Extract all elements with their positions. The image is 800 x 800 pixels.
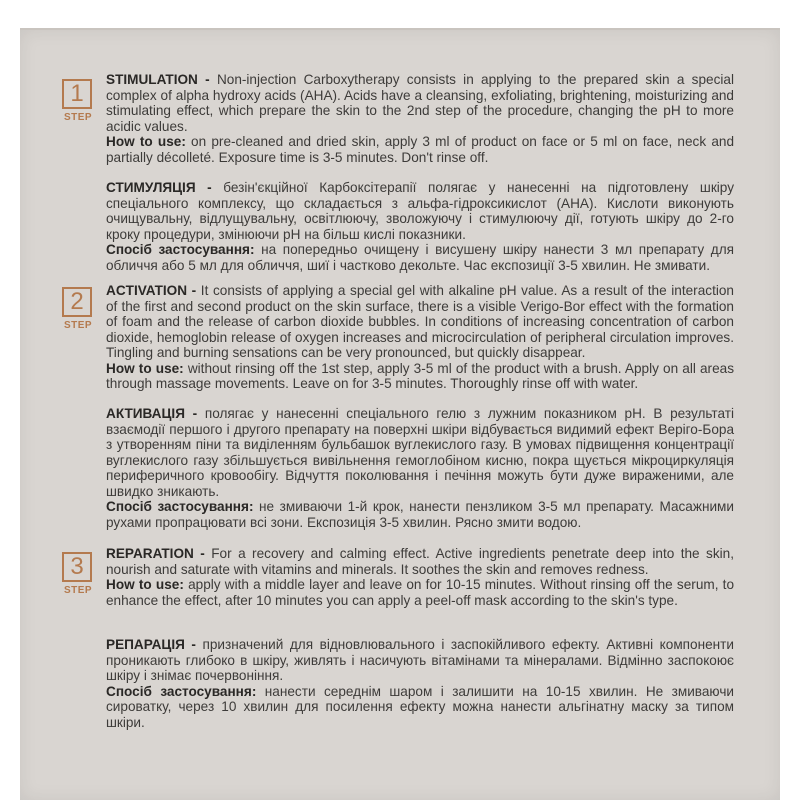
step-2-ua-howto-text: не змиваючи 1-й крок, нанести пензликом 3-5 мл препарату. Масажними рухами пропрацювати всі зони. Експозиція 3-5 хвилин. Рясно змити водою.: [106, 499, 735, 530]
step-2-number-badge: 2: [62, 287, 92, 317]
step-2-ua-body: полягає у нанесенні спеціального гелю з лужним показником pH. В результаті взаємодії першого і другого препарату на поверхні шкіри відбувається видимий ефект Веріго-Бора з утворенням піни та виділенням бульбашок вуглекислого газу. В умовах підвищення концентрації вуглекислого газу збільшується вивільнення гемоглобіном кисню, покра щується мікроциркуляція периферичного кровообігу. Відчуття поколювання і печіння можуть бути дуже вираженими, але швидко зникають.: [106, 406, 735, 499]
step-2-ua-howto: [106, 499, 734, 530]
step-2-ua-title: АКТИВАЦІЯ -: [106, 406, 198, 421]
step-1-english-section: [106, 72, 734, 165]
step-2-english-section: [106, 283, 734, 392]
step-3-number-badge: 3: [62, 552, 92, 582]
step-1-ua-howto: [106, 242, 734, 273]
step-1-ua-body: безін'єкційної Карбоксітерапії полягає у нанесенні на підготовлену шкіру спеціального комплексу, що складається з альфа-гідроксикислот (АНА). Кислоти виконують очищувальну, відлущувальну, освітлюючу, зволожуючу і стимулюючу дії, готують шкіру до 2-го кроку процедури, змінюючи pH на більш кислі показники.: [106, 180, 734, 242]
step-1-en-howto-label: How to use:: [106, 134, 186, 149]
step-3-ua-howto: [106, 684, 734, 731]
step-1-number-badge: 1: [62, 79, 92, 109]
step-1-label: STEP: [63, 112, 93, 123]
step-1-ua-howto-label: Спосіб застосування:: [106, 242, 255, 257]
step-1-en-title: STIMULATION -: [106, 72, 210, 87]
step-2-en-description: [106, 283, 734, 361]
step-3-en-body: For a recovery and calming effect. Active ingredients penetrate deep into the skin, nourish and saturate with vitamins and minerals. It soothes the skin and removes redness.: [106, 546, 734, 577]
step-1-ukrainian-section: [106, 180, 734, 273]
step-3-ua-howto-text: нанести середнім шаром і залишити на 10-15 хвилин. Не змиваючи сироватку, через 10 хвилин для посилення ефекту можна нанести альгінатну маску за типом шкіри.: [106, 683, 734, 730]
step-2-label: STEP: [63, 320, 93, 331]
step-3-ukrainian-section: [106, 637, 734, 730]
step-3-ua-description: [106, 637, 734, 684]
step-2-en-howto: [106, 361, 734, 392]
step-2-en-howto-label: How to use:: [106, 360, 184, 376]
step-1-en-howto: [106, 134, 734, 165]
step-3-ua-body: призначений для відновлювального і заспокійливого ефекту. Активні компоненти проникають глибоко в шкіру, живлять і насичують вітамінами та мінералами. Відмінно заспокоює шкіру і знімає почервоніння.: [106, 637, 734, 683]
step-3-label: STEP: [63, 585, 93, 596]
step-1-ua-howto-text: на попередньо очищену і висушену шкіру нанести 3 мл препарату для обличчя або 5 мл для обличчя, шиї і частково декольте. Час експозиції 3-5 хвилин. Не змивати.: [106, 242, 735, 273]
step-2-en-howto-text: without rinsing off the 1st step, apply 3-5 ml of the product with a brush. Apply on all areas through massage movements. Leave on for 3-5 minutes. Thoroughly rinse off with water.: [106, 360, 735, 391]
step-3-ua-howto-label: Спосіб застосування:: [106, 683, 257, 699]
step-2-ukrainian-section: [106, 406, 734, 530]
step-1-en-howto-text: on pre-cleaned and dried skin, apply 3 ml of product on face or 5 ml on face, neck and partially décolleté. Exposure time is 3-5 minutes. Don't rinse off.: [106, 134, 735, 165]
step-3-en-howto-text: apply with a middle layer and leave on for 10-15 minutes. Without rinsing off the serum, to enhance the effect, after 10 minutes you can apply a peel-off mask according to the skin's type.: [106, 577, 735, 608]
step-2-ua-description: [106, 406, 734, 499]
step-3-en-description: [106, 546, 734, 577]
step-3-en-howto: [106, 577, 734, 608]
step-1-ua-title: СТИМУЛЯЦІЯ -: [106, 180, 212, 195]
step-1-en-body: Non-injection Carboxytherapy consists in applying to the prepared skin a special complex of alpha hydroxy acids (AHA). Acids have a cleansing, exfoliating, brightening, moisturizing and stimulating effect, which prepare the skin to the 2nd step of the procedure, changing the pH to more acidic values.: [106, 72, 734, 134]
step-1-en-description: [106, 72, 734, 134]
step-1-ua-description: [106, 180, 734, 242]
step-2-en-body: It consists of applying a special gel with alkaline pH value. As a result of the interaction of the first and second product on the skin surface, there is a visible Verigo-Bor effect with the formation of foam and the release of carbon dioxide bubbles. In conditions of increasing concentration of carbon dioxide, hemoglobin release of oxygen increases and microcirculation of peripheral circulation improves. Tingling and burning sensations can be very pronounced, but quickly disappear.: [106, 283, 734, 360]
step-2-ua-howto-label: Спосіб застосування:: [106, 499, 254, 514]
step-3-ua-title: РЕПАРАЦІЯ -: [106, 637, 196, 652]
step-3-en-howto-label: How to use:: [106, 577, 184, 592]
step-3-en-title: REPARATION -: [106, 546, 205, 561]
step-2-en-title: ACTIVATION -: [106, 283, 197, 298]
step-3-english-section: [106, 546, 734, 608]
